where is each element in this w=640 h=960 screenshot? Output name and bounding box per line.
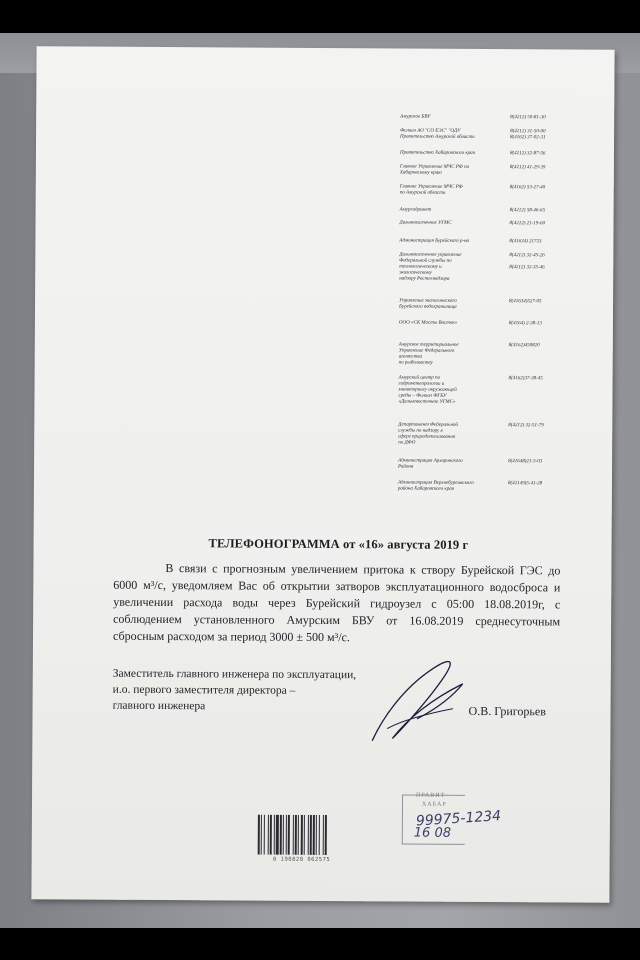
barcode-bar: [295, 815, 297, 855]
recipient-row: [398, 320, 639, 327]
recipient-phone: 8(4164) 2-38-13: [508, 321, 542, 327]
recipient-row: [399, 220, 640, 227]
barcode-bar: [280, 815, 282, 855]
recipient-phone: 8(41634) 21733: [509, 239, 542, 245]
recipient-name: ООО «СК Мосты Восток»: [398, 320, 458, 326]
recipient-phone: 8(42149)5-41-28: [507, 481, 543, 487]
recipient-phone: 8(4212) 32-51-79: [508, 423, 544, 429]
barcode-bar: [268, 815, 269, 855]
document-body: В связи с прогнозным увеличением притока к створу Бурейской ГЭС до 6000 м³/с, уведомляем Вас об открытии затворов эксплуатационного водосброса и увеличении расхода воды через Бурейский гидроузел с 05:00 18.08.2019г, с соблюдением установленного Амурским БВУ от 16.08.2019 среднесуточным сбросным расходом за период 3000 ± 500 м³/с.: [112, 561, 561, 645]
barcode-bar: [293, 815, 294, 855]
stamp-handwritten-number: 99975-1234: [415, 808, 502, 830]
barcode-bar: [274, 815, 275, 855]
recipient-name: Амурское БВУ: [400, 114, 431, 120]
recipient-name: Главное Управление МЧС РФ по Хабаровскому краю: [399, 164, 470, 176]
recipient-row: [397, 480, 638, 492]
barcode-bar: [261, 815, 262, 855]
recipient-phone: 8(4212) 32-87-56: [509, 151, 546, 157]
barcode-bar: [264, 815, 265, 855]
recipient-row: [399, 298, 639, 310]
recipient-name: Администрация Бурейского р-на: [399, 238, 470, 244]
recipient-name: Филиал АО "СО ЕЭС" "ОДУ Правительство Амурской области: [400, 128, 475, 140]
barcode-bar: [316, 815, 317, 855]
barcode-bar: [323, 815, 324, 855]
barcode-bar: [301, 815, 303, 855]
barcode-bar: [270, 815, 272, 855]
registration-stamp: [402, 788, 532, 849]
recipient-phone: 8(4212) 21-19-60: [509, 221, 545, 227]
recipient-name: Главное Управление МЧС РФ по Амурской области: [399, 184, 463, 196]
barcode-bars: [256, 815, 348, 856]
stamp-handwritten-date: 16 08: [413, 825, 452, 841]
recipient-row: [399, 252, 639, 282]
recipient-phone: 8(4212) 50-81-30: [510, 115, 546, 121]
recipient-row: [398, 458, 638, 470]
recipient-row: [398, 342, 639, 366]
signature-line: Заместитель главного инженера по эксплуатации,: [112, 667, 357, 682]
recipient-name: Правительство Хабаровского края: [399, 150, 476, 156]
barcode-bar: [276, 815, 279, 855]
signer-name: О.В. Григорьев: [468, 703, 546, 719]
recipient-phone: 8(4162)37-38-45: [508, 376, 543, 382]
signature-line: главного инженера: [112, 699, 206, 713]
signature-line: и.о. первого заместителя директора –: [112, 683, 296, 697]
barcode-bar: [283, 815, 284, 855]
recipient-row: [399, 164, 640, 176]
barcode-bar: [325, 815, 327, 855]
recipient-phone: 8(4162) 53-27-40: [509, 185, 546, 191]
barcode-bar: [310, 815, 312, 855]
recipient-name: Дальневосточное УГМС: [399, 220, 452, 226]
recipient-name: Департамент Федеральной службы по надзору в сфере природопользования по ДФО: [398, 422, 458, 446]
barcode-bar: [298, 815, 299, 855]
recipient-phone: 8(4212) 32-45-26 8(4212) 32-35-46: [509, 253, 545, 271]
recipient-name: Администрация Верхнебуреинского района Хабаровского края: [397, 480, 474, 492]
recipient-list: [397, 114, 640, 492]
barcode-bar: [286, 815, 287, 855]
recipient-row: [400, 114, 640, 121]
recipient-name: Управление экологического Бурейского водохранилища: [399, 298, 457, 310]
recipient-row: [399, 184, 640, 196]
barcode-number: 0 190820 062575: [273, 856, 331, 864]
recipient-name: Амургидромет: [399, 207, 432, 213]
recipient-row: [399, 150, 640, 157]
document-title: ТЕЛЕФОНОГРАММА от «16» августа 2019 г: [208, 536, 469, 552]
barcode-bar: [304, 815, 305, 855]
recipient-phone: 8(4212) 41-29-39: [509, 165, 546, 171]
recipient-name: Администрация Архаринского Района: [398, 458, 463, 470]
recipient-row: [399, 207, 640, 214]
barcode-bar: [319, 815, 320, 855]
recipient-name: Дальневосточное управление Федеральной службы по технологическому и экологическому надзору Ростехнадзора: [399, 252, 462, 282]
handwritten-signature: [362, 648, 483, 749]
recipient-phone: 8(4212) 58-46-65: [509, 208, 546, 214]
stamp-line: ПРАВИТ: [416, 792, 446, 799]
barcode-bar: [288, 815, 290, 855]
recipient-name: Амурский центр по гидрометеорологии и мониторингу окружающей среды – Филиал ФГБУ «Дальневосточное УГМС»: [398, 375, 457, 405]
document-sheet: [31, 46, 614, 903]
recipient-row: [400, 128, 640, 141]
recipient-phone: 8(4162)450820: [508, 343, 540, 349]
barcode-bar: [258, 815, 260, 855]
recipient-name: Амурское территориальное Управление Федерального агентства по рыболовству: [398, 342, 459, 366]
recipient-phone: 8(41634)527-05: [509, 299, 542, 305]
recipient-row: [398, 422, 638, 446]
recipient-row: [399, 238, 639, 245]
stamp-line: ХАБАР: [421, 801, 447, 808]
barcode: [256, 815, 348, 864]
barcode-bar: [313, 815, 315, 855]
barcode-bar: [308, 815, 309, 855]
recipient-row: [398, 375, 639, 405]
recipient-phone: 8(41648)21-5-03: [508, 459, 543, 465]
recipient-phone: 8(4212) 31-50-00 8(4162) 37-02-31: [510, 129, 546, 141]
